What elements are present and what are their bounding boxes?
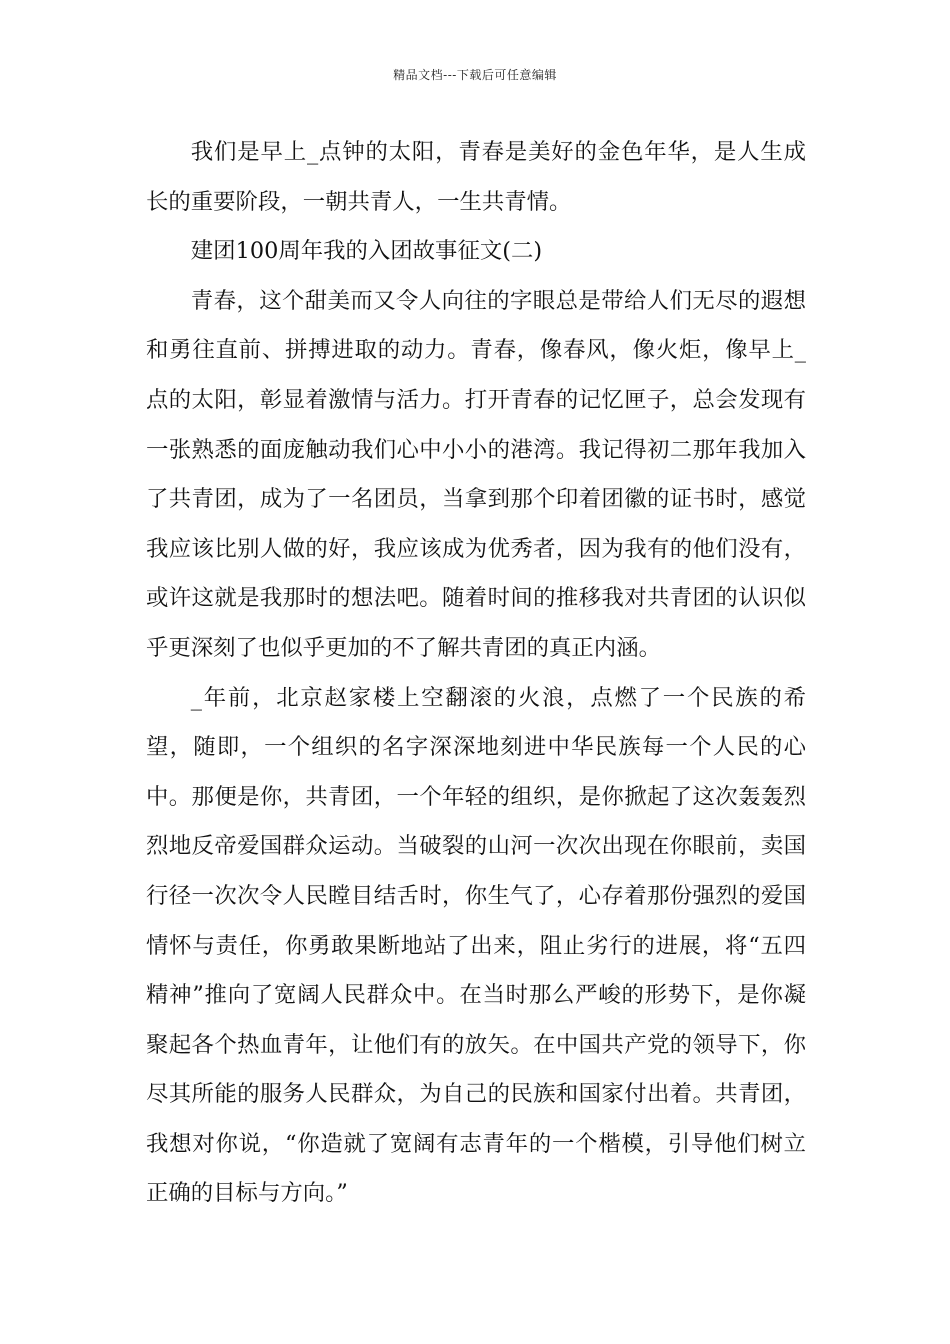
section-title: 建团100周年我的入团故事征文(二) [190, 238, 543, 265]
page-header: 精品文档---下载后可任意编辑 [393, 68, 557, 82]
paragraph-youth: 青春，这个甜美而又令人向往的字眼总是带给人们无尽的遐想和勇往直前、拼搏进取的动力。青春，像春风，像火炬，像早上_点的太阳，彰显着激情与活力。打开青春的记忆匣子，总会发现有一张熟悉的面庞触动我们心中小小的港湾。我记得初二那年我加入了共青团，成为了一名团员，当拿到那个印着团徽的证书时，感觉我应该比别人做的好，我应该成为优秀者，因为我有的他们没有，或许这就是我那时的想法吧。随着时间的推移我对共青团的认识似乎更深刻了也似乎更加的不了解共青团的真正内涵。 [146, 287, 806, 661]
document-body [146, 128, 806, 1219]
paragraph-intro: 我们是早上_点钟的太阳，青春是美好的金色年华，是人生成长的重要阶段，一朝共青人，一生共青情。 [146, 139, 806, 215]
paragraph-history: _年前，北京赵家楼上空翻滚的火浪，点燃了一个民族的希望，随即，一个组织的名字深深地刻进中华民族每一个人民的心中。那便是你，共青团，一个年轻的组织，是你掀起了这次轰轰烈烈地反帝爱国群众运动。当破裂的山河一次次出现在你眼前，卖国行径一次次令人民瞠目结舌时，你生气了，心存着那份强烈的爱国情怀与责任，你勇敢果断地站了出来，阻止劣行的进展，将“五四精神”推向了宽阔人民群众中。在当时那么严峻的形势下，是你凝聚起各个热血青年，让他们有的放矢。在中国共产党的领导下，你尽其所能的服务人民群众，为自己的民族和国家付出着。共青团，我想对你说，“你造就了宽阔有志青年的一个楷模，引导他们树立正确的目标与方向。” [146, 684, 806, 1207]
